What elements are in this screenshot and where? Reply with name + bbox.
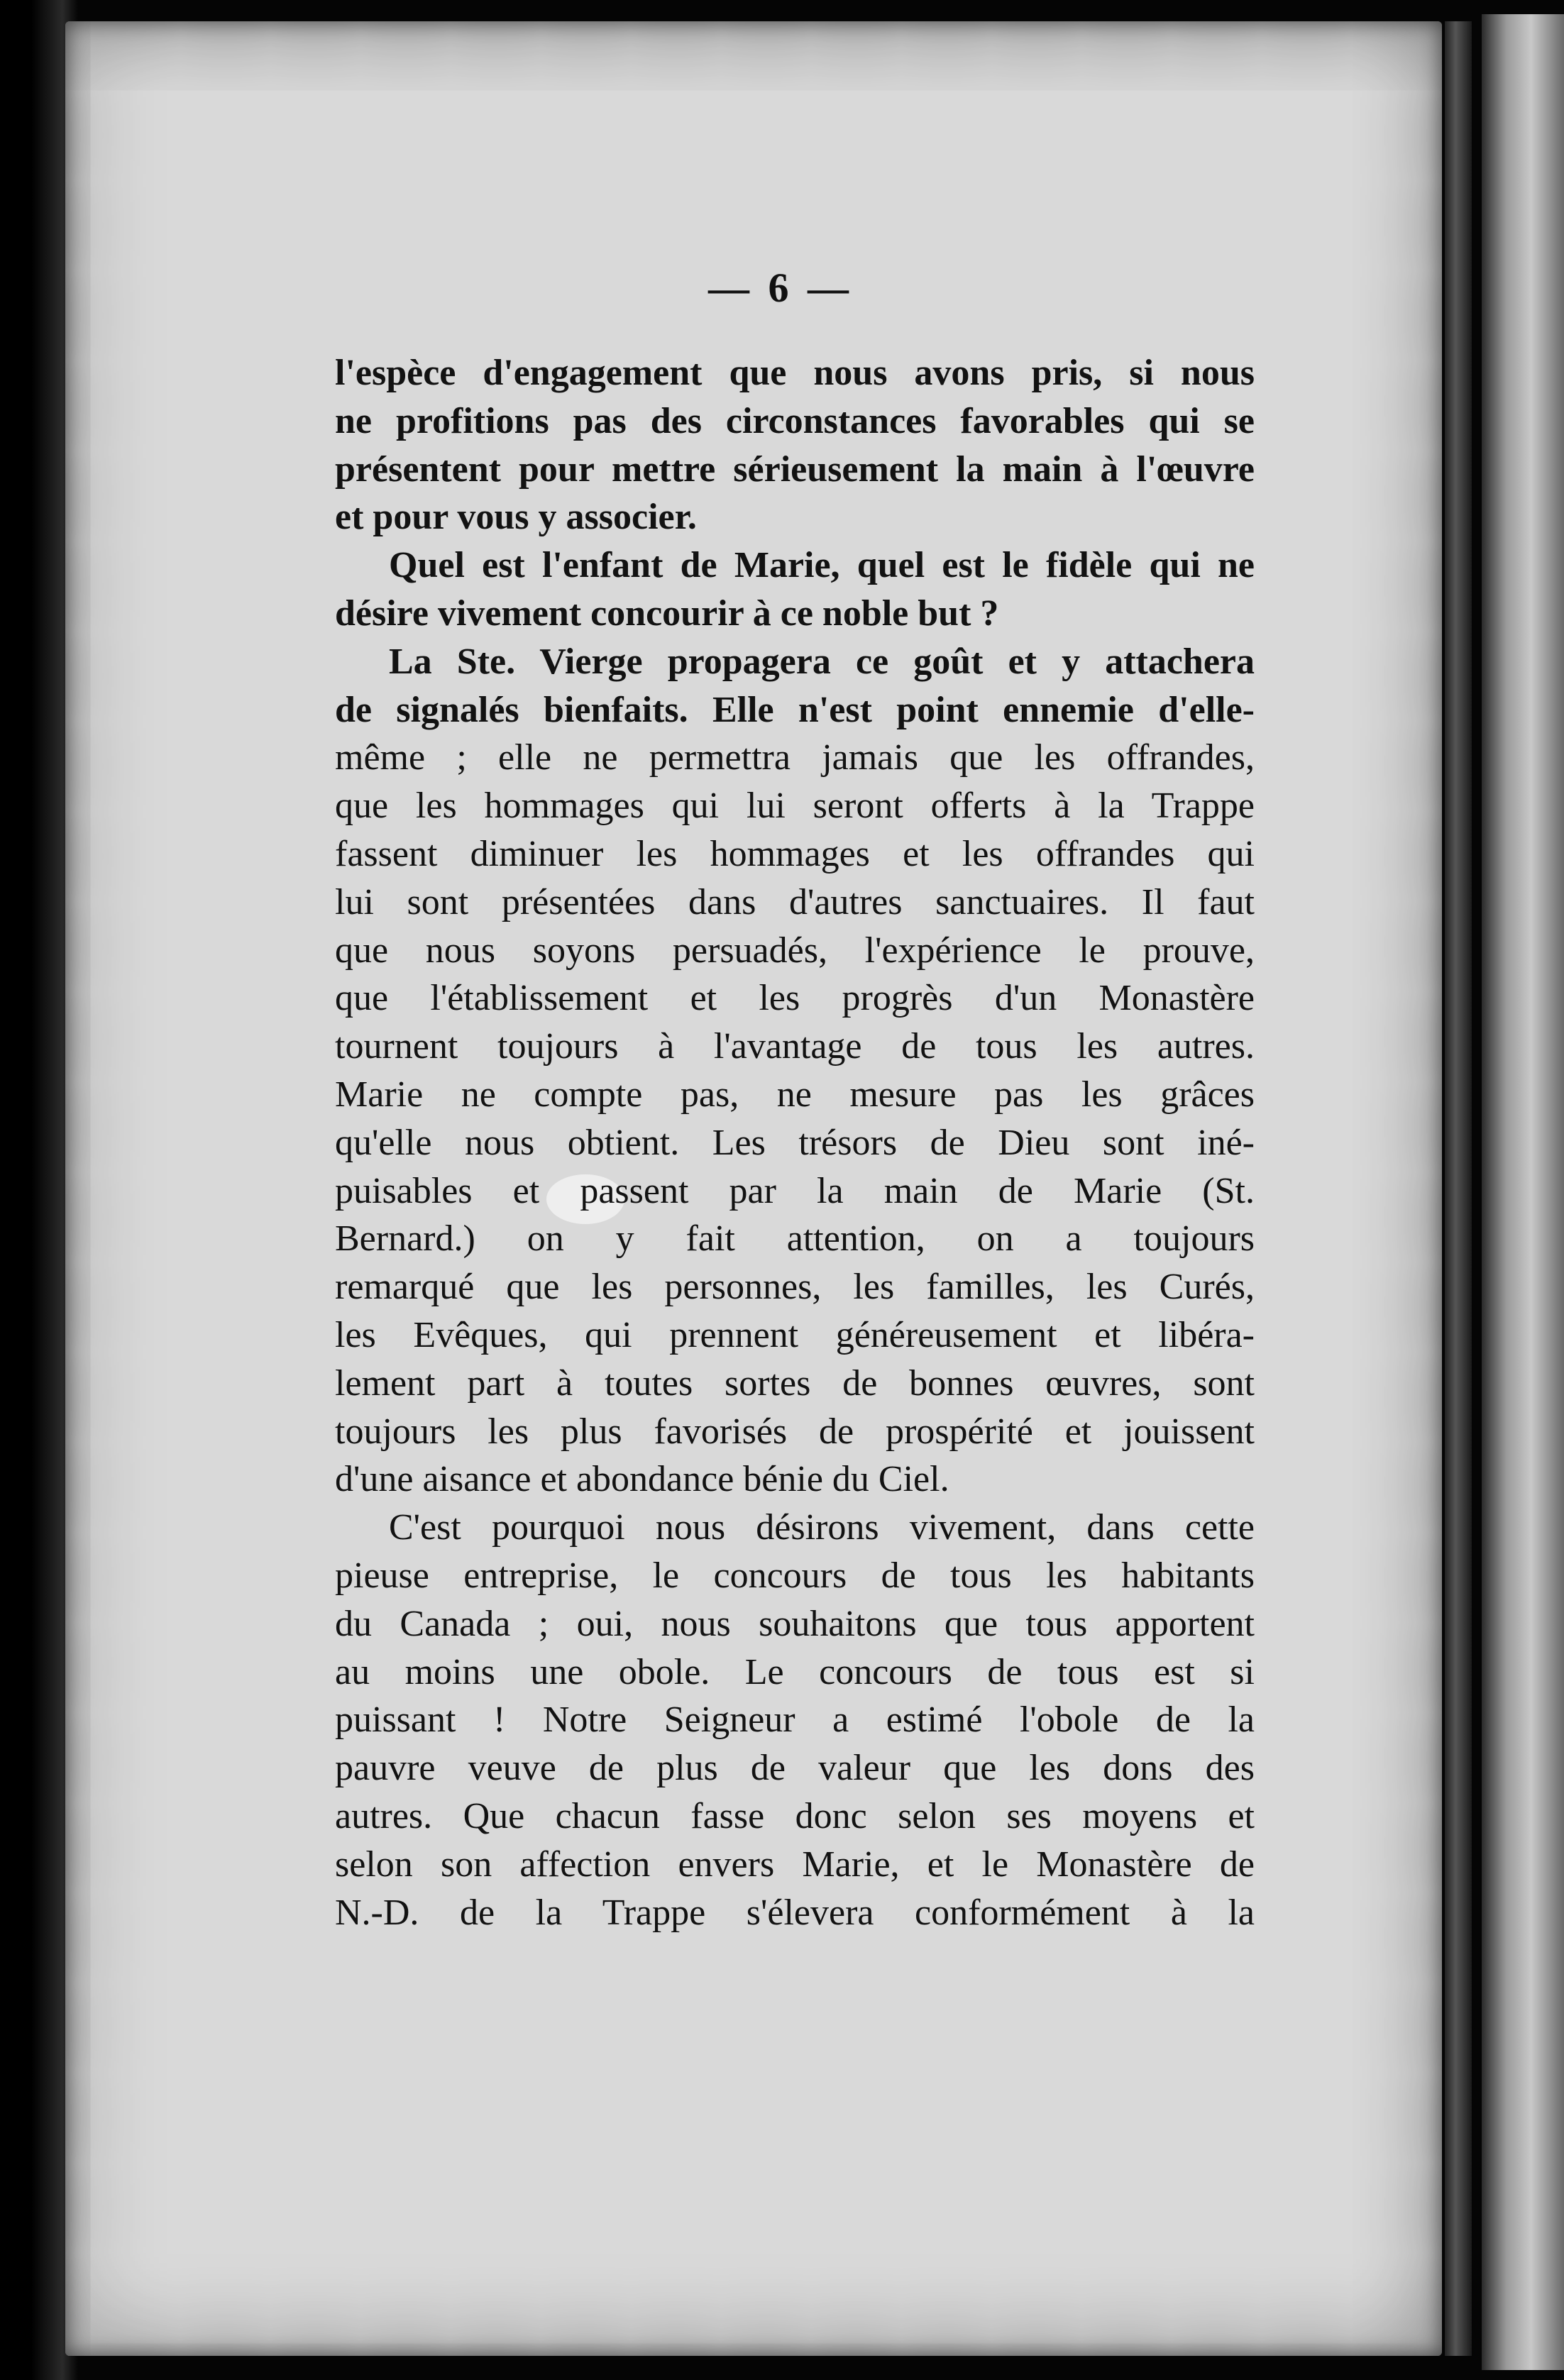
- text-line: les Evêques, qui prennent généreusement et libéra-: [335, 1314, 1255, 1355]
- text-line: ne profitions pas des circonstances favorables qui se: [335, 400, 1255, 441]
- text-line: pieuse entreprise, le concours de tous les habitants: [335, 1555, 1255, 1596]
- page-edge-shadow: [1445, 21, 1472, 2356]
- text-line: l'espèce d'engagement que nous avons pris, si nous: [335, 353, 1255, 393]
- text-line: qu'elle nous obtient. Les trésors de Dieu sont iné-: [335, 1122, 1255, 1163]
- page-number: — 6 —: [708, 265, 853, 311]
- text-line: puisables et passent par la main de Marie (St.: [335, 1170, 1255, 1211]
- text-line: d'une aisance et abondance bénie du Ciel.: [335, 1459, 949, 1500]
- text-line: N.-D. de la Trappe s'élevera conformément à la: [335, 1892, 1255, 1933]
- text-line: au moins une obole. Le concours de tous est si: [335, 1651, 1255, 1692]
- text-line: de signalés bienfaits. Elle n'est point ennemie d'elle-: [335, 689, 1255, 730]
- text-line: que les hommages qui lui seront offerts à la Trappe: [335, 786, 1255, 827]
- text-line: toujours les plus favorisés de prospérité et jouissent: [335, 1411, 1255, 1452]
- adjacent-page-strip: [1482, 14, 1564, 2370]
- text-line: autres. Que chacun fasse donc selon ses moyens et: [335, 1795, 1255, 1836]
- text-line: puissant ! Notre Seigneur a estimé l'obole de la: [335, 1699, 1255, 1741]
- text-line: pauvre veuve de plus de valeur que les dons des: [335, 1748, 1255, 1789]
- text-line: même ; elle ne permettra jamais que les offrandes,: [335, 737, 1255, 778]
- text-line: La Ste. Vierge propagera ce goût et y attachera: [389, 641, 1255, 682]
- text-line: et pour vous y associer.: [335, 497, 697, 538]
- text-line: que nous soyons persuadés, l'expérience le prouve,: [335, 930, 1255, 971]
- text-line: Quel est l'enfant de Marie, quel est le fidèle qui ne: [389, 545, 1255, 586]
- text-line: lement part à toutes sortes de bonnes œuvres, sont: [335, 1362, 1255, 1404]
- text-line: que l'établissement et les progrès d'un Monastère: [335, 978, 1255, 1019]
- text-line: C'est pourquoi nous désirons vivement, dans cette: [389, 1507, 1255, 1548]
- body-text: [335, 349, 1255, 1936]
- text-line: désire vivement concourir à ce noble but ?: [335, 593, 999, 634]
- text-line: tournent toujours à l'avantage de tous les autres.: [335, 1026, 1255, 1067]
- text-line: selon son affection envers Marie, et le Monastère de: [335, 1844, 1255, 1885]
- text-line: remarqué que les personnes, les familles, les Curés,: [335, 1267, 1255, 1308]
- text-line: Marie ne compte pas, ne mesure pas les grâces: [335, 1074, 1255, 1115]
- text-line: Bernard.) on y fait attention, on a toujours: [335, 1218, 1255, 1260]
- text-line: du Canada ; oui, nous souhaitons que tous apportent: [335, 1603, 1255, 1644]
- text-line: présentent pour mettre sérieusement la main à l'œuvre: [335, 448, 1255, 490]
- text-line: lui sont présentées dans d'autres sanctuaires. Il faut: [335, 881, 1255, 922]
- text-line: fassent diminuer les hommages et les offrandes qui: [335, 833, 1255, 874]
